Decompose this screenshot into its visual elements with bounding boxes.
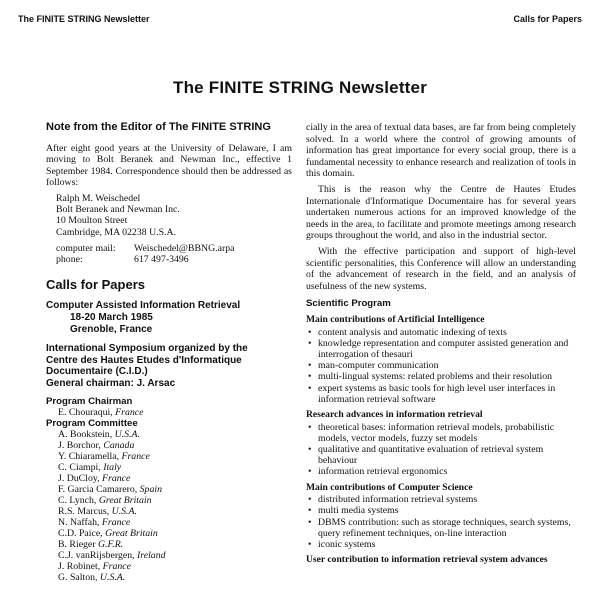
member-country: Canada [103,439,135,451]
contact-value: Weischedel@BBNG.arpa [134,242,235,254]
list-item: • knowledge representation and computer assisted generation and interrogation of thesauri [318,338,576,360]
committee-member [58,528,292,539]
member-country: U.S.A. [111,505,137,517]
address-line: 10 Moulton Street [56,215,128,227]
member-country: U.S.A. [99,571,126,583]
section-title: Research advances in information retrieval [306,408,483,420]
member-country: France [115,406,144,418]
committee-label: Program Committee [46,417,138,429]
committee-member [58,473,292,484]
member-country: France [102,560,131,572]
list-item: • content analysis and automatic indexing of texts [318,327,576,338]
member-country: Great Britain [98,494,152,506]
committee-member [58,561,292,572]
contact-label: phone: [56,253,83,265]
list-item: • distributed information retrieval systems [318,494,576,505]
conference-org-line: Documentaire (C.I.D.) [46,366,148,378]
address-line: Bolt Beranek and Newman Inc. [56,204,180,216]
program-chairman-label: Program Chairman [46,395,133,407]
conference-dates: 18-20 March 1985 [70,311,153,323]
left-column [46,122,292,583]
member-name: N. Naffah, [58,516,100,528]
header-section-name: Calls for Papers [513,14,582,24]
member-country: France [102,472,131,484]
editor-note-body: After eight good years at the University of Delaware, I am moving to Bolt Beranek and Newman Inc., effective 1 September 1984. Correspondence should then be addressed as follows: [46,142,292,189]
section-title: Main contributions of Artificial Intelligence [306,313,485,325]
conference-location: Grenoble, France [70,323,153,335]
list-item: • theoretical bases: information retrieval models, probabilistic models, vector models, fuzzy set models [318,422,576,444]
conference-org-line: International Symposium organized by the [46,343,248,355]
member-name: Y. Chiaramella, [58,450,120,462]
intro-paragraph: With the effective participation and support of high-level scientific personalities, this Conference will allow an understanding of the advancement of research in the field, and an analysis of usefulness of the new systems. [306,245,576,292]
committee-member [58,440,292,451]
member-country: France [121,450,150,462]
list-item: • DBMS contribution: such as storage techniques, search systems, query refinement techniques, on-line interaction [318,517,576,539]
list-item: • multi media systems [318,505,576,516]
committee-member [58,506,292,517]
running-header [18,14,582,30]
program-chairman [58,407,292,418]
member-name: B. Rieger [58,538,96,550]
contact-label: computer mail: [56,242,116,254]
list-item: • man-computer communication [318,360,576,371]
calls-heading: Calls for Papers [46,276,145,292]
member-name: J. Borchor, [58,439,101,451]
member-name: J. DuCloy, [58,472,100,484]
member-name: A. Bookstein, [58,428,113,440]
committee-member [58,572,292,583]
member-country: Ireland [137,549,166,561]
conference-chairman: General chairman: J. Arsac [46,377,176,389]
program-sections [306,314,576,550]
member-name: G. Salton, [58,571,98,583]
section-list [306,422,576,478]
member-country: U.S.A. [114,428,140,440]
committee-member [58,484,292,495]
right-column [306,122,576,567]
member-country: Great Britain [105,527,158,539]
header-newsletter-name: The FINITE STRING Newsletter [18,14,150,24]
committee-member [58,539,292,550]
list-item: • qualitative and quantitative evaluation of retrieval system behaviour [318,444,576,466]
contact-value: 617 497-3496 [134,253,189,265]
editor-note-heading: Note from the Editor of The FINITE STRING [46,121,271,133]
conference-org-line: Centre des Hautes Etudes d'Informatique [46,354,242,366]
list-item: • information retrieval ergonomics [318,466,576,477]
address-line: Ralph M. Weischedel [56,192,141,204]
section-list [306,327,576,405]
list-item: • multi-lingual systems: related problems and their resolution [318,371,576,382]
committee-member [58,517,292,528]
page-title: The FINITE STRING Newsletter [172,78,428,97]
committee-member [58,462,292,473]
member-name: J. Robinet, [58,560,101,572]
member-country: Italy [103,461,122,473]
section-list [306,494,576,550]
committee-list [46,429,292,583]
member-country: Spain [139,483,162,495]
member-name: C.D. Paice, [58,527,103,539]
member-name: C. Ciampi, [58,461,101,473]
member-name: R.S. Marcus, [58,505,110,517]
program-heading: Scientific Program [306,298,391,310]
section-title: User contribution to information retrieval system advances [306,554,548,566]
member-name: C. Lynch, [58,494,97,506]
list-item: • iconic systems [318,539,576,550]
member-country: France [101,516,131,528]
intro-paragraph: cially in the area of textual data bases, are far from being completely solved. In a world where the control of growing amounts of information has great importance for every social group, there is a fundamental necessity to enhance research and realization of tools in this domain. [306,122,576,180]
member-name: E. Chouraqui, [58,406,113,418]
member-name: F. Garcia Camarero, [58,483,138,495]
list-item: • expert systems as basic tools for high level user interfaces in information retrieval software [318,383,576,405]
conference-block [46,300,292,389]
committee-member [58,429,292,440]
member-country: G.F.R. [98,538,124,550]
committee-member [58,550,292,561]
member-name: C.J. vanRijsbergen, [58,549,135,561]
conference-title: Computer Assisted Information Retrieval [46,300,241,312]
address-line: Cambridge, MA 02238 U.S.A. [56,226,177,238]
intro-paragraph: This is the reason why the Centre de Hautes Etudes Internationale d'Informatique Documentaire has for several years undertaken numerous actions for an improved knowledge of the needs in the area, to facilitate and promote meetings among research groups throughout the world, and also in the industrial sector. [306,183,576,242]
committee-member [58,495,292,506]
committee-member [58,451,292,462]
section-title: Main contributions of Computer Science [306,481,473,493]
editor-contacts [56,243,292,265]
editor-address [56,193,292,238]
